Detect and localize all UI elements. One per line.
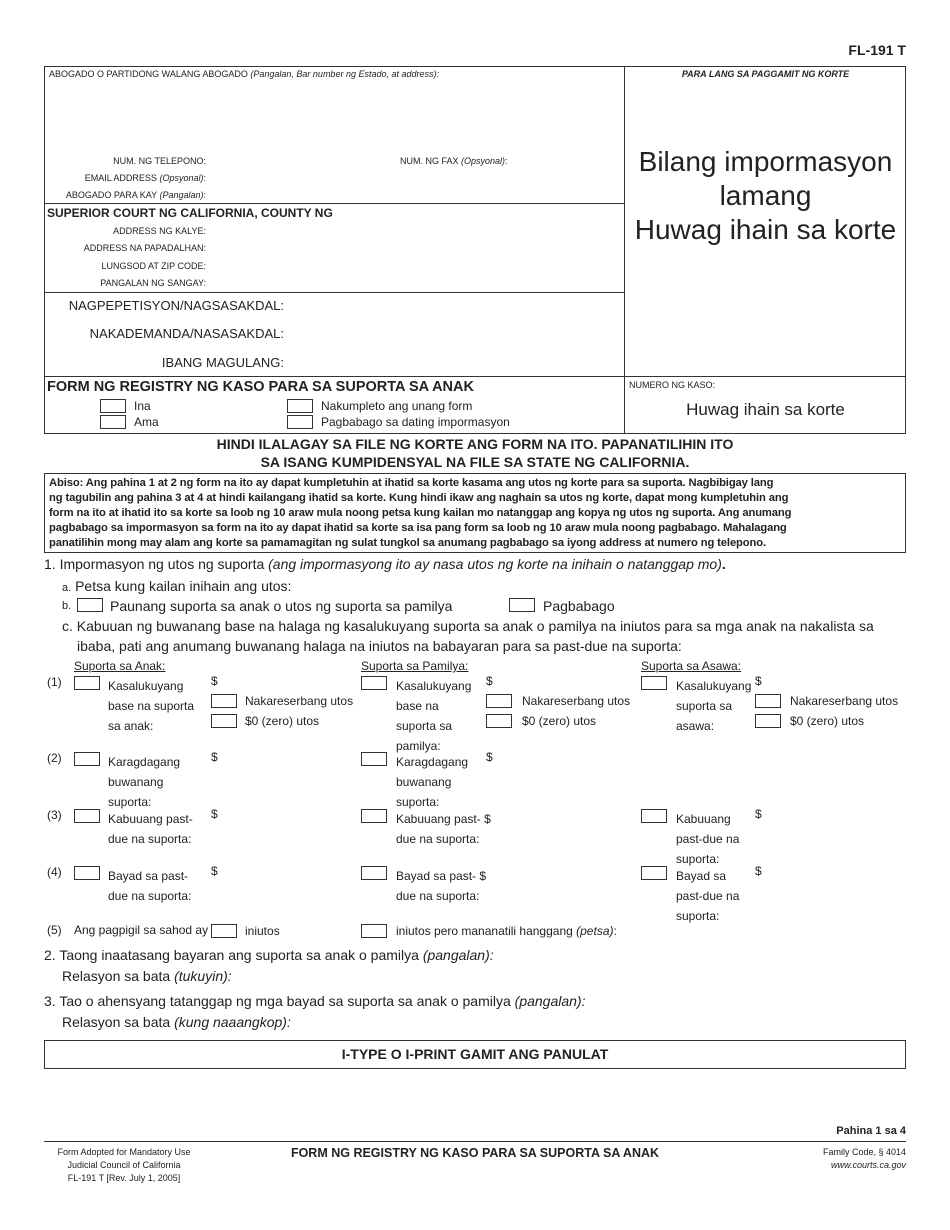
spouse-support-column: Suporta sa Asawa: <box>641 659 742 673</box>
dollar-sign: $ <box>211 864 218 878</box>
footer-title: FORM NG REGISTRY NG KASO PARA SA SUPORTA SA ANAK <box>290 1146 660 1160</box>
father-label: Ama <box>134 415 159 429</box>
dollar-sign: $ <box>211 807 218 821</box>
family-zero-checkbox[interactable] <box>486 714 512 728</box>
withholding-stayed-checkbox[interactable] <box>361 924 387 938</box>
initial-order-label: Paunang suporta sa anak o utos ng suporta sa pamilya <box>110 598 453 614</box>
dollar-sign: $ <box>755 864 762 878</box>
case-number-label: NUMERO NG KASO: <box>629 380 716 390</box>
dollar-sign: $ <box>486 750 493 764</box>
dollar-sign: $ <box>211 750 218 764</box>
divider <box>44 376 906 377</box>
child-pastdue-payment-checkbox[interactable] <box>74 866 100 880</box>
court-use-label: PARA LANG SA PAGGAMIT NG KORTE <box>681 69 850 79</box>
row-number: (4) <box>47 865 62 879</box>
divider <box>44 203 624 204</box>
dollar-sign: $ <box>486 674 493 688</box>
section-3-heading: 3. Tao o ahensyang tatanggap ng mga bayad sa suporta sa anak o pamilya (pangalan): <box>44 993 586 1009</box>
child-pastdue-payment-label: Bayad sa past- due na suporta: <box>108 869 192 903</box>
spouse-pastdue-total-checkbox[interactable] <box>641 809 667 823</box>
child-pastdue-total-label: Kabuuang past- due na suporta: <box>108 812 193 846</box>
family-pastdue-payment-label: Bayad sa past- $ due na suporta: <box>396 869 487 903</box>
notice-line: panatilihin mong may alam ang korte sa pamamagitan ng sulat tungkol sa anumang pagbabago sa iyong address at numero ng telepono. <box>49 537 767 549</box>
case-number-value: Huwag ihain sa korte <box>686 400 845 419</box>
footer-adopted: Form Adopted for Mandatory Use Judicial Council of California FL-191 T [Rev. July 1, 2005] <box>57 1147 191 1183</box>
watermark-line: Bilang impormasyon <box>638 146 893 177</box>
row-number: (3) <box>47 808 62 822</box>
modification-checkbox[interactable] <box>509 598 535 612</box>
notice-line: Abiso: Ang pahina 1 at 2 ng form na ito ay dapat kumpletuhin at ihatid sa korte kasama ang utos ng korte para sa suporta. Nagbibigay lang <box>49 477 774 489</box>
child-current-label: Kasalukuyang base na suporta sa anak: <box>108 679 195 733</box>
spouse-pastdue-total-label: Kabuuang past-due na suporta: <box>676 812 740 866</box>
banner-line: HINDI ILALAGAY SA FILE NG KORTE ANG FORM NA ITO. PAPANATILIHIN ITO <box>216 436 734 452</box>
reserved-label: Nakareserbang utos <box>245 694 354 708</box>
banner-line: SA ISANG KUMPIDENSYAL NA FILE SA STATE NG CALIFORNIA. <box>260 454 690 470</box>
form-title: FORM NG REGISTRY NG KASO PARA SA SUPORTA SA ANAK <box>47 379 474 395</box>
notice-line: ng tagubilin ang pahina 3 at 4 at hindi kailangang ihatid sa korte. Kung hindi ikaw ang naghain sa utos ng korte, dapat mong kumpletuhin ang <box>49 492 789 504</box>
reserved-label: Nakareserbang utos <box>522 694 631 708</box>
withholding-ordered-checkbox[interactable] <box>211 924 237 938</box>
withholding-stayed-label: iniutos pero mananatili hanggang (petsa): <box>396 924 617 938</box>
type-or-print-notice: I-TYPE O I-PRINT GAMIT ANG PANULAT <box>44 1040 906 1069</box>
change-checkbox[interactable] <box>287 415 313 429</box>
family-support-column: Suporta sa Pamilya: <box>361 659 469 673</box>
info-only-watermark <box>625 145 906 247</box>
family-additional-label: Karagdagang buwanang suporta: <box>396 755 469 809</box>
section-1c-line1: c. Kabuuan ng buwanang base na halaga ng kasalukuyang suporta sa anak o pamilya na iniutos para sa mga anak na nakalista sa <box>62 618 874 634</box>
section-2-relation: Relasyon sa bata (tukuyin): <box>62 968 232 984</box>
email-label: EMAIL ADDRESS (Opsyonal): <box>84 173 206 183</box>
spouse-zero-checkbox[interactable] <box>755 714 781 728</box>
confidential-banner <box>44 435 906 471</box>
footer-code: Family Code, § 4014 www.courts.ca.gov <box>822 1147 906 1170</box>
section-3-relation: Relasyon sa bata (kung naaangkop): <box>62 1014 291 1030</box>
attorney-label: ABOGADO O PARTIDONG WALANG ABOGADO (Pangalan, Bar number ng Estado, at address): <box>49 69 439 79</box>
section-1c-line2: ibaba, pati ang anumang buwanang halaga na iniutos na babayaran para sa past-due na suporta: <box>77 638 682 654</box>
dollar-sign: $ <box>211 674 218 688</box>
mother-label: Ina <box>134 399 151 413</box>
section-1a: a. Petsa kung kailan inihain ang utos: <box>62 578 292 594</box>
child-current-checkbox[interactable] <box>74 676 100 690</box>
branch-label: PANGALAN NG SANGAY: <box>100 278 206 288</box>
family-reserved-checkbox[interactable] <box>486 694 512 708</box>
withholding-ordered-label: iniutos <box>245 924 280 938</box>
watermark-line: lamang <box>719 180 812 211</box>
row-number: (5) <box>47 923 62 937</box>
attorney-for-label: ABOGADO PARA KAY (Pangalan): <box>65 190 206 200</box>
child-support-column: Suporta sa Anak: <box>74 659 166 673</box>
spouse-pastdue-payment-checkbox[interactable] <box>641 866 667 880</box>
section-2-heading: 2. Taong inaatasang bayaran ang suporta sa anak o pamilya (pangalan): <box>44 947 494 963</box>
spouse-current-checkbox[interactable] <box>641 676 667 690</box>
city-zip-label: LUNGSOD AT ZIP CODE: <box>101 261 206 271</box>
section-1-heading: 1. Impormasyon ng utos ng suporta (ang impormasyong ito ay nasa utos ng korte na inihain o natanggap mo). <box>44 556 726 572</box>
dollar-sign: $ <box>755 674 762 688</box>
watermark-line: Huwag ihain sa korte <box>634 214 897 245</box>
respondent-label: NAKADEMANDA/NASASAKDAL: <box>89 326 284 341</box>
zero-label: $0 (zero) utos <box>790 714 865 728</box>
family-current-label: Kasalukuyang base na suporta sa pamilya: <box>396 679 472 753</box>
family-pastdue-total-checkbox[interactable] <box>361 809 387 823</box>
child-zero-checkbox[interactable] <box>211 714 237 728</box>
notice-box <box>44 473 906 553</box>
row-number: (1) <box>47 675 62 689</box>
reserved-label: Nakareserbang utos <box>790 694 899 708</box>
change-label: Pagbabago sa dating impormasyon <box>321 415 510 429</box>
family-pastdue-payment-checkbox[interactable] <box>361 866 387 880</box>
initial-order-checkbox[interactable] <box>77 598 103 612</box>
modification-label: Pagbabago <box>543 598 615 614</box>
header-divider <box>624 66 625 434</box>
other-parent-label: IBANG MAGULANG: <box>161 355 284 370</box>
child-pastdue-total-checkbox[interactable] <box>74 809 100 823</box>
footer-divider <box>44 1141 906 1142</box>
fax-label: NUM. NG FAX (Opsyonal): <box>400 156 508 166</box>
row-number: (2) <box>47 751 62 765</box>
page-number: Pahina 1 sa 4 <box>836 1125 906 1137</box>
mother-checkbox[interactable] <box>100 399 126 413</box>
mailing-label: ADDRESS NA PAPADALHAN: <box>83 243 206 253</box>
notice-line: form na ito at ihatid ito sa korte sa loob ng 10 araw mula noong petsa kung kailan mo natanggap ang kopya ng utos ng suporta. Ang anumang <box>49 507 792 519</box>
family-current-checkbox[interactable] <box>361 676 387 690</box>
street-label: ADDRESS NG KALYE: <box>113 226 206 236</box>
child-reserved-checkbox[interactable] <box>211 694 237 708</box>
form-id: FL-191 T <box>848 42 906 58</box>
spouse-pastdue-payment-label: Bayad sa past-due na suporta: <box>676 869 740 923</box>
court-label: SUPERIOR COURT NG CALIFORNIA, COUNTY NG <box>47 206 333 220</box>
spouse-reserved-checkbox[interactable] <box>755 694 781 708</box>
divider <box>44 292 624 293</box>
family-pastdue-total-label: Kabuuang past- $ due na suporta: <box>396 812 491 846</box>
completed-label: Nakumpleto ang unang form <box>321 399 473 413</box>
family-additional-checkbox[interactable] <box>361 752 387 766</box>
child-additional-label: Karagdagang buwanang suporta: <box>108 755 181 809</box>
section-1b-letter: b. <box>62 600 72 612</box>
spouse-current-label: Kasalukuyang suporta sa asawa: <box>676 679 752 733</box>
zero-label: $0 (zero) utos <box>522 714 597 728</box>
petitioner-label: NAGPEPETISYON/NAGSASAKDAL: <box>68 298 284 313</box>
notice-line: pagbabago sa impormasyon sa form na ito ay dapat ihatid sa korte sa isa pang form sa loob ng 10 araw mula noong pagbabago. Mahalagang <box>49 522 787 534</box>
father-checkbox[interactable] <box>100 415 126 429</box>
zero-label: $0 (zero) utos <box>245 714 320 728</box>
wage-withholding-label: Ang pagpigil sa sahod ay <box>74 923 209 937</box>
phone-label: NUM. NG TELEPONO: <box>113 156 206 166</box>
child-additional-checkbox[interactable] <box>74 752 100 766</box>
dollar-sign: $ <box>755 807 762 821</box>
completed-checkbox[interactable] <box>287 399 313 413</box>
